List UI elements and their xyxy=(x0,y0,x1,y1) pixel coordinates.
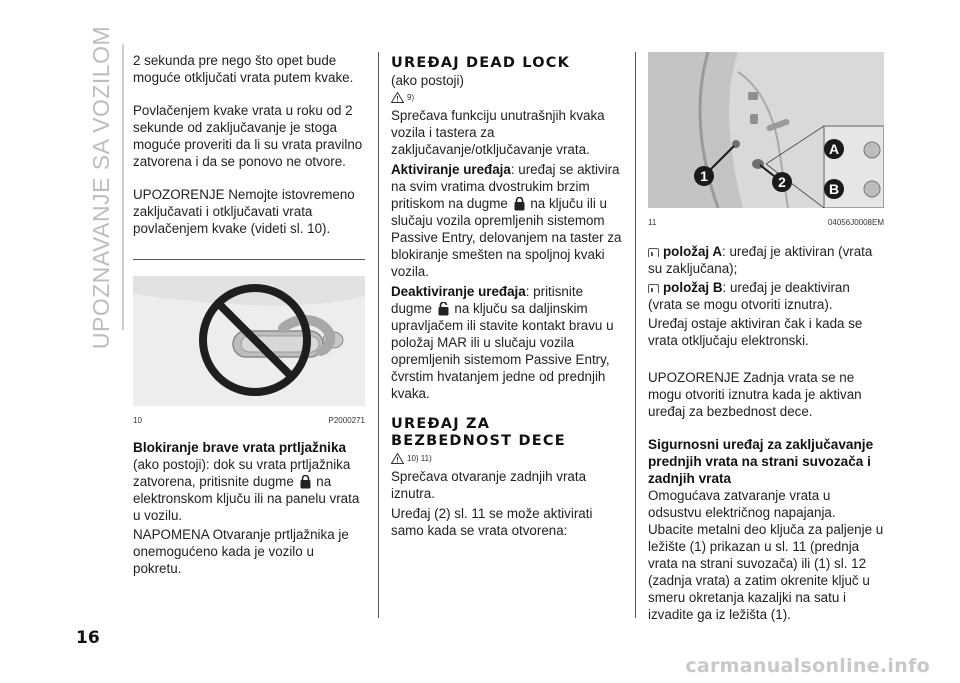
callout-B: B xyxy=(828,181,840,197)
callout-A: A xyxy=(828,141,840,157)
figure-11 xyxy=(648,52,884,231)
unlock-symbol-icon xyxy=(648,284,659,293)
paragraph-manual-lock: Omogućava zatvaranje vrata u odsustvu električnog napajanja. Ubacite metalni deo ključa za paljenje u ležište (1) prikazan u sl. 11 (prednja vrata na strani suvozača) ili (1) sl. 12 (zadnja vrata) a zatim okrenite ključ u smeru okretanja kazaljki na satu i izvadite ga iz ležišta (1). xyxy=(648,488,884,622)
position-b: položaj B: uređaj je deaktiviran (vrata se mogu otvoriti iznutra). xyxy=(648,280,850,312)
figure-top-rule xyxy=(133,259,365,260)
paragraph-child-safety: Sprečava otvaranje zadnjih vrata iznutra. xyxy=(391,469,587,501)
warning-ref-10-11: 10) 11) xyxy=(391,452,627,464)
lock-button-icon xyxy=(300,475,311,489)
figure-11-code: 04056J0008EM xyxy=(827,218,884,227)
unlock-button-icon xyxy=(438,302,449,316)
column-divider-1 xyxy=(378,52,379,618)
paragraph-dead-lock: Sprečava funkciju unutrašnjih kvaka vozila i tastera za zaključavanje/otključavanje vrata. xyxy=(391,108,605,157)
figure-11-number: 11 xyxy=(648,218,657,227)
callout-2: 2 xyxy=(778,174,786,190)
column-3 xyxy=(648,52,884,625)
door-handle-prohibited-illustration xyxy=(133,276,365,406)
note-trunk-moving: NAPOMENA Otvaranje prtljažnika je onemogućeno kada je vozilo u pokretu. xyxy=(133,527,349,576)
paragraph-activation: Aktiviranje uređaja: uređaj se aktivira na svim vratima dvostrukim brzim pritiskom na dugme na ključu ili u slučaju vozila opremljenih sistemom Passive Entry, delovanjem na taster za blokiranje smešten na spoljnoj kvaki vozila. xyxy=(391,162,622,279)
paragraph-trunk-lock xyxy=(133,456,365,524)
warning-lock-unlock: UPOZORENJE Nemojte istovremeno zaključavati i otključavati vrata povlačenjem kvake (videti sl. 10). xyxy=(133,187,355,236)
warning-rear-doors: UPOZORENJE Zadnja vrata se ne mogu otvoriti iznutra kada je aktivan uređaj za bezbednost dece. xyxy=(648,370,862,419)
paragraph-child-safety-activation: Uređaj (2) sl. 11 se može aktivirati samo kada se vrata otvorena: xyxy=(391,506,593,538)
paragraph-check-doors: Povlačenjem kvake vrata u roku od 2 sekunde od zaključavanje je stoga moguće proveriti da li su vrata pravilno zatvorena i da se ponovo ne otvore. xyxy=(133,103,363,169)
figure-10-caption xyxy=(133,412,365,429)
activation-label: Aktiviranje uređaja xyxy=(391,162,511,177)
section-title-text: UPOZNAVANJE SA VOZILOM xyxy=(88,25,115,350)
dead-lock-subtitle: (ako postoji) xyxy=(391,73,464,88)
paragraph-stays-active: Uređaj ostaje aktiviran čak i kada se vrata otključaju elektronski. xyxy=(648,316,863,348)
figure-10-number: 10 xyxy=(133,416,142,425)
warning-ref-9: 9) xyxy=(391,91,627,103)
position-a: položaj A: uređaj je aktiviran (vrata su zaključana); xyxy=(648,244,873,276)
figure-11-caption xyxy=(648,214,884,231)
trunk-text-a: (ako postoji): dok su vrata prtljažnika zatvorena, pritisnite dugme xyxy=(133,457,351,489)
callout-1: 1 xyxy=(700,168,708,184)
paragraph-deactivation: Deaktiviranje uređaja: pritisnite dugme na ključu sa daljinskim upravljačem ili stavite kontakt bravu u položaj MAR ili u slučaju vozila opremljenih sistemom Passive Entry, čvrstim hvatanjem jedne od prednjih kvaka. xyxy=(391,284,614,401)
deactivation-label: Deaktiviranje uređaja xyxy=(391,284,526,299)
sidebar-rule xyxy=(122,44,124,330)
warning-triangle-icon xyxy=(391,92,404,103)
heading-child-safety-1: UREĐAJ ZA xyxy=(391,416,491,432)
column-2 xyxy=(391,52,627,541)
watermark: carmanualsonline.info xyxy=(685,655,930,677)
heading-trunk-lock: Blokiranje brave vrata prtljažnika xyxy=(133,440,347,455)
trunk-text-b: na elektronskom ključu ili na panelu vrata u vozilu. xyxy=(133,474,360,523)
column-divider-2 xyxy=(635,52,636,618)
page-number: 16 xyxy=(76,628,100,648)
paragraph-reopen: 2 sekunda pre nego što opet bude moguće otključati vrata putem kvake. xyxy=(133,53,354,85)
figure-10-code: P2000271 xyxy=(328,416,365,425)
door-lock-illustration xyxy=(648,52,884,208)
heading-front-rear-lock: Sigurnosni uređaj za zaključavanje prednjih vrata na strani suvozača i zadnjih vrata xyxy=(648,437,874,486)
heading-dead-lock: UREĐAJ DEAD LOCK xyxy=(391,55,571,71)
warning-triangle-icon xyxy=(391,453,404,464)
heading-child-safety-2: BEZBEDNOST DECE xyxy=(391,433,566,449)
column-1 xyxy=(133,52,365,593)
lock-symbol-icon xyxy=(648,248,659,257)
figure-10 xyxy=(133,259,365,429)
lock-button-icon xyxy=(514,197,525,211)
section-title-vertical xyxy=(86,25,118,350)
